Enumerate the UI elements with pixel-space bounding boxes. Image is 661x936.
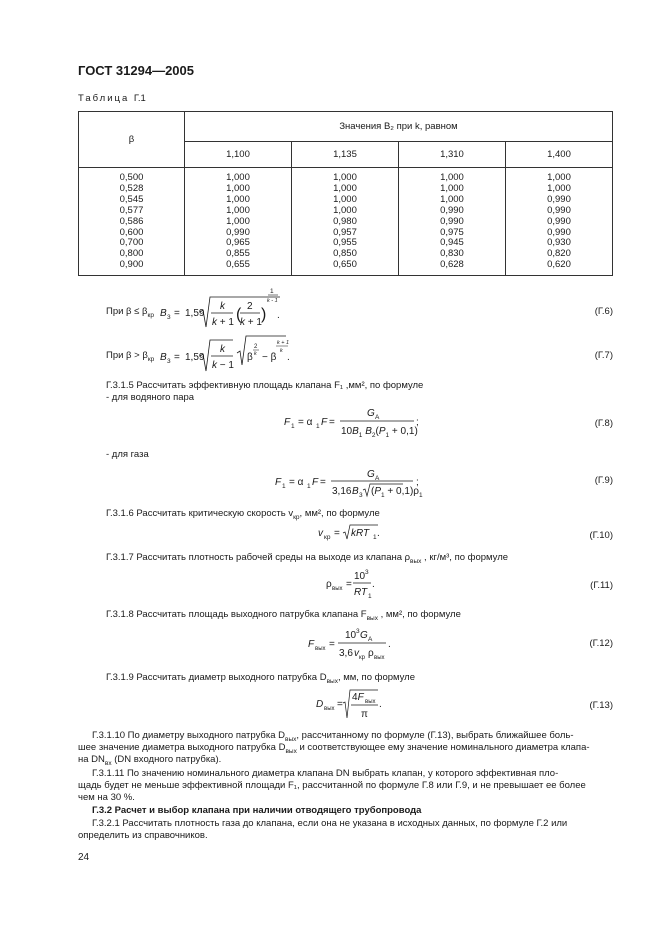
clause-3-1-11-line1: Г.3.1.11 По значению номинального диаметра клапана DN выбрать клапан, у которого эффективная пло- — [92, 768, 559, 779]
svg-text:.: . — [388, 639, 391, 650]
svg-text:k: k — [220, 301, 225, 312]
formula-g8 — [284, 404, 424, 440]
svg-text:=: = — [346, 579, 352, 590]
table-cell: 0,990 — [547, 215, 571, 227]
svg-text:kRT: kRT — [351, 528, 370, 539]
svg-text:вых: вых — [315, 646, 326, 652]
svg-text:A: A — [368, 636, 373, 643]
table-cell: 0,990 — [440, 215, 464, 227]
section-3-2-title: Г.3.2 Расчет и выбор клапана при наличии отводящего трубопровода — [92, 805, 422, 816]
formula-g10 — [318, 522, 398, 542]
svg-text:v: v — [318, 528, 323, 539]
formula-g7-lead — [106, 350, 154, 366]
formula-g7-number: (Г.7) — [594, 350, 613, 361]
svg-text:F: F — [275, 477, 282, 488]
table-cell: 0,620 — [547, 259, 571, 271]
svg-text:2: 2 — [254, 344, 258, 350]
svg-text:k + 1: k + 1 — [212, 317, 234, 328]
svg-text:=: = — [329, 639, 335, 650]
svg-text:.: . — [277, 310, 280, 321]
formula-g8-number: (Г.8) — [594, 418, 613, 429]
formula-g13-number: (Г.13) — [589, 700, 613, 711]
svg-text:1: 1 — [291, 423, 295, 430]
beta-column-header: β — [79, 112, 185, 168]
svg-text:F: F — [284, 417, 291, 428]
table-cell: 1,000 — [333, 182, 357, 194]
svg-text:= α: = α — [289, 477, 304, 488]
svg-text:π: π — [361, 709, 368, 720]
table-cell: 0,855 — [226, 248, 250, 260]
clause-3-1-10-tail-b: и соответствующее ему значение номинального диаметра клапа- — [296, 742, 590, 753]
formula-g6-coef: 1,59 — [185, 308, 205, 319]
k1-values-cell — [185, 168, 292, 276]
formula-g10-number: (Г.10) — [589, 530, 613, 541]
svg-text:G: G — [360, 630, 368, 641]
table-caption-number: Г.1 — [133, 93, 146, 104]
table-cell: 1,000 — [226, 172, 250, 183]
formula-g6-number: (Г.6) — [594, 306, 613, 317]
formula-g7-condition-sub: кр — [147, 355, 155, 363]
svg-text:v: v — [354, 648, 359, 659]
svg-text:B: B — [352, 486, 359, 497]
svg-text:F: F — [308, 639, 315, 650]
svg-text:ρ: ρ — [368, 648, 374, 659]
k2-values-cell — [291, 168, 398, 276]
table-cell: 0,990 — [547, 204, 571, 216]
clause-3-1-6-tail: , мм², по формуле — [299, 508, 380, 519]
table-cell: 0,965 — [226, 237, 250, 249]
svg-text:кр: кр — [324, 534, 331, 541]
k4-values-cell — [505, 168, 612, 276]
svg-text:F: F — [312, 477, 319, 488]
svg-text:− β: − β — [262, 352, 277, 363]
svg-text:2: 2 — [247, 301, 253, 312]
formula-g6 — [160, 287, 280, 337]
clause-3-1-10-tail-a: , рассчитанному по формуле (Г.13), выбрать ближайшее боль- — [296, 730, 574, 741]
clause-3-1-8-sub: вых — [366, 614, 378, 622]
clause-3-1-7-tail: , кг/м³, по формуле — [421, 552, 509, 563]
svg-text:.: . — [287, 352, 290, 363]
svg-text:A: A — [375, 475, 380, 482]
clause-3-1-9-tail: , мм, по формуле — [337, 672, 416, 683]
svg-text:=: = — [329, 417, 335, 428]
svg-text:1: 1 — [307, 483, 311, 490]
svg-text:β: β — [247, 352, 253, 363]
clause-3-1-8-tail: , мм², по формуле — [377, 609, 461, 620]
formula-g12-coef: 3,6 — [339, 648, 353, 659]
clause-3-1-11-line2: щадь будет не меньше эффективной площади F₁, рассчитанной по формуле Г.8 или Г.9, и не превышает ее более — [78, 780, 586, 791]
clause-3-1-6-sub: кр — [293, 513, 300, 521]
svg-text:k + 1: k + 1 — [277, 340, 290, 346]
svg-text:3: 3 — [167, 314, 171, 321]
svg-text:(: ( — [236, 306, 242, 323]
table-cell: 0,955 — [333, 237, 357, 249]
table-cell: 0,650 — [333, 259, 357, 271]
table-cell: 1,000 — [226, 204, 250, 216]
formula-g7 — [160, 333, 290, 373]
svg-text:ρ: ρ — [326, 579, 332, 590]
svg-text:3: 3 — [365, 569, 369, 576]
clause-3-1-10-text-c: на DN — [78, 754, 105, 765]
table-cell: 1,000 — [333, 172, 357, 183]
svg-text:1: 1 — [316, 423, 320, 430]
svg-text:1: 1 — [270, 288, 274, 295]
table-cell: 0,900 — [119, 259, 144, 271]
table-cell: 1,000 — [226, 215, 250, 227]
svg-text:=: = — [174, 352, 180, 363]
svg-text:F: F — [321, 417, 328, 428]
table-cell: 1,000 — [226, 182, 250, 194]
table-cell: 0,820 — [547, 248, 571, 260]
table-cell: 0,980 — [333, 215, 357, 227]
svg-text:10: 10 — [354, 571, 366, 582]
clause-3-1-5-gas: - для газа — [106, 449, 149, 460]
clause-3-1-7-text: Г.3.1.7 Рассчитать плотность рабочей среды на выходе из клапана ρ — [106, 552, 411, 563]
table-cell: 0,655 — [226, 259, 250, 271]
clause-3-1-9-text: Г.3.1.9 Рассчитать диаметр выходного патрубка D — [106, 672, 327, 683]
clause-3-1-10-sub-c: вх — [104, 759, 112, 767]
table-cell: 0,990 — [226, 226, 250, 238]
svg-text:1: 1 — [368, 593, 372, 600]
svg-text:G: G — [367, 469, 375, 480]
svg-text:G: G — [367, 408, 375, 419]
table-cell: 0,700 — [119, 237, 144, 249]
clause-3-1-10-tail-c: (DN входного патрубка). — [111, 754, 222, 765]
table-cell: 0,586 — [119, 215, 144, 227]
svg-text:k: k — [280, 348, 283, 354]
svg-text:=: = — [337, 699, 343, 710]
formula-g7-coef: 1,59 — [185, 352, 205, 363]
svg-text:кр: кр — [359, 655, 365, 661]
k-header-1: 1,100 — [185, 141, 292, 167]
svg-text:.: . — [379, 699, 382, 710]
clause-3-1-8 — [106, 609, 461, 625]
document-code: ГОСТ 31294—2005 — [78, 63, 194, 78]
svg-text:k: k — [254, 351, 257, 357]
svg-text:1: 1 — [282, 483, 286, 490]
clause-3-1-7 — [106, 552, 508, 568]
table-cell: 0,990 — [440, 204, 464, 216]
table-cell: 0,957 — [333, 226, 357, 238]
formula-g6-lead — [106, 306, 154, 322]
formula-g6-condition: При β ≤ β — [106, 306, 148, 317]
k-header-4: 1,400 — [505, 141, 612, 167]
clause-3-1-5-steam: - для водяного пара — [106, 392, 195, 403]
table-cell: 1,000 — [440, 172, 464, 183]
table-cell: 0,600 — [119, 226, 144, 238]
svg-text:=: = — [320, 477, 326, 488]
clause-3-1-6-text: Г.3.1.6 Рассчитать критическую скорость v — [106, 508, 294, 519]
svg-text:RT: RT — [354, 587, 368, 598]
svg-text:вых: вых — [332, 586, 343, 592]
table-cell: 1,000 — [440, 182, 464, 194]
span-header: Значения B₂ при k, равном — [185, 112, 613, 142]
svg-text:4F: 4F — [352, 692, 364, 703]
svg-text:1: 1 — [373, 534, 377, 541]
formula-g11-number: (Г.11) — [590, 580, 613, 591]
table-body-row — [79, 168, 613, 276]
clause-3-1-10-text-b: шее значение диаметра выходного патрубка D — [78, 742, 286, 753]
formula-g12-number: (Г.12) — [589, 638, 613, 649]
clause-3-1-10-sub-b: вых — [285, 747, 297, 755]
clause-3-1-8-text: Г.3.1.8 Рассчитать площадь выходного патрубка клапана F — [106, 609, 367, 620]
clause-3-1-9-sub: вых — [326, 677, 338, 685]
svg-text:вых: вых — [374, 655, 385, 661]
formula-g9-number: (Г.9) — [594, 475, 613, 486]
table-cell: 0,628 — [440, 259, 464, 271]
svg-text:k - 1: k - 1 — [267, 298, 278, 304]
coefficient-table — [78, 111, 613, 276]
svg-text:вых: вых — [365, 699, 376, 705]
table-cell: 0,990 — [547, 226, 571, 238]
svg-text:k: k — [220, 344, 225, 355]
beta-values-cell — [79, 168, 185, 276]
svg-text:вых: вых — [324, 706, 335, 712]
table-cell: 0,830 — [440, 248, 464, 260]
svg-text:D: D — [316, 699, 324, 710]
svg-text:10B1 B2(P1 + 0,1): $10B_1$ $B_2(P_1 + 0,1)$ — [341, 426, 418, 439]
svg-text:.: . — [377, 528, 380, 539]
svg-text:): ) — [261, 306, 267, 323]
svg-text:3: 3 — [359, 492, 363, 499]
svg-text:= α: = α — [298, 417, 313, 428]
table-cell: 0,545 — [119, 193, 144, 205]
svg-text:k + 1: k + 1 — [240, 317, 262, 328]
table-cell: 0,528 — [119, 182, 144, 194]
formula-g11 — [326, 568, 386, 600]
svg-text:B: B — [160, 352, 167, 363]
table-caption-word: Таблица — [78, 93, 130, 104]
page-number: 24 — [78, 852, 90, 863]
table-cell: 0,945 — [440, 237, 464, 249]
table-cell: 1,000 — [333, 204, 357, 216]
formula-g9-coef: 3,16 — [332, 486, 352, 497]
clause-3-1-11-line3: чем на 30 %. — [78, 792, 135, 803]
clause-3-1-5: Г.3.1.5 Рассчитать эффективную площадь клапана F₁ ,мм², по формуле — [106, 380, 424, 391]
table-cell: 0,850 — [333, 248, 357, 260]
svg-text:k − 1: k − 1 — [212, 360, 234, 371]
clause-3-2-1-line1: Г.3.2.1 Рассчитать плотность газа до клапана, если она не указана в исходных данных, по формуле Г.2 или — [92, 818, 568, 829]
table-cell: 0,975 — [440, 226, 464, 238]
svg-text:3: 3 — [356, 628, 360, 635]
svg-text:=: = — [334, 528, 340, 539]
table-cell: 1,000 — [547, 182, 571, 194]
clause-3-2-1-line2: определить из справочников. — [78, 830, 208, 841]
table-cell: 1,000 — [226, 193, 250, 205]
svg-text:;: ; — [416, 477, 419, 488]
svg-text:.: . — [372, 579, 375, 590]
table-cell: 0,500 — [119, 172, 144, 183]
table-cell: 1,000 — [440, 193, 464, 205]
formula-g9 — [275, 466, 425, 500]
table-cell: 0,990 — [547, 193, 571, 205]
svg-text:;: ; — [416, 417, 419, 428]
k-header-3: 1,310 — [398, 141, 505, 167]
svg-text:(P1 + 0,1)ρ1: $(P_1 + 0,1)\rho_1$ — [371, 486, 423, 499]
table-cell: 0,930 — [547, 237, 571, 249]
table-cell: 1,000 — [333, 193, 357, 205]
formula-g7-condition: При β > β — [106, 350, 148, 361]
formula-g6-condition-sub: кр — [147, 311, 154, 319]
table-cell: 1,000 — [547, 172, 571, 183]
clause-3-1-7-sub: вых — [410, 557, 422, 565]
svg-text:10: 10 — [345, 630, 357, 641]
table-caption — [78, 93, 146, 104]
table-cell: 0,577 — [119, 204, 144, 216]
svg-text:A: A — [375, 414, 380, 421]
clause-3-1-9 — [106, 672, 415, 688]
svg-text:B: B — [160, 308, 167, 319]
formula-g12 — [308, 626, 398, 660]
k3-values-cell — [398, 168, 505, 276]
clause-3-1-10-text-a: Г.3.1.10 По диаметру выходного патрубка D — [92, 730, 286, 741]
clause-3-1-10-sub-a: вых — [285, 735, 297, 743]
k-header-2: 1,135 — [291, 141, 398, 167]
svg-text:=: = — [174, 308, 180, 319]
table-cell: 0,800 — [119, 248, 144, 260]
svg-text:3: 3 — [167, 358, 171, 365]
formula-g13 — [316, 688, 386, 722]
